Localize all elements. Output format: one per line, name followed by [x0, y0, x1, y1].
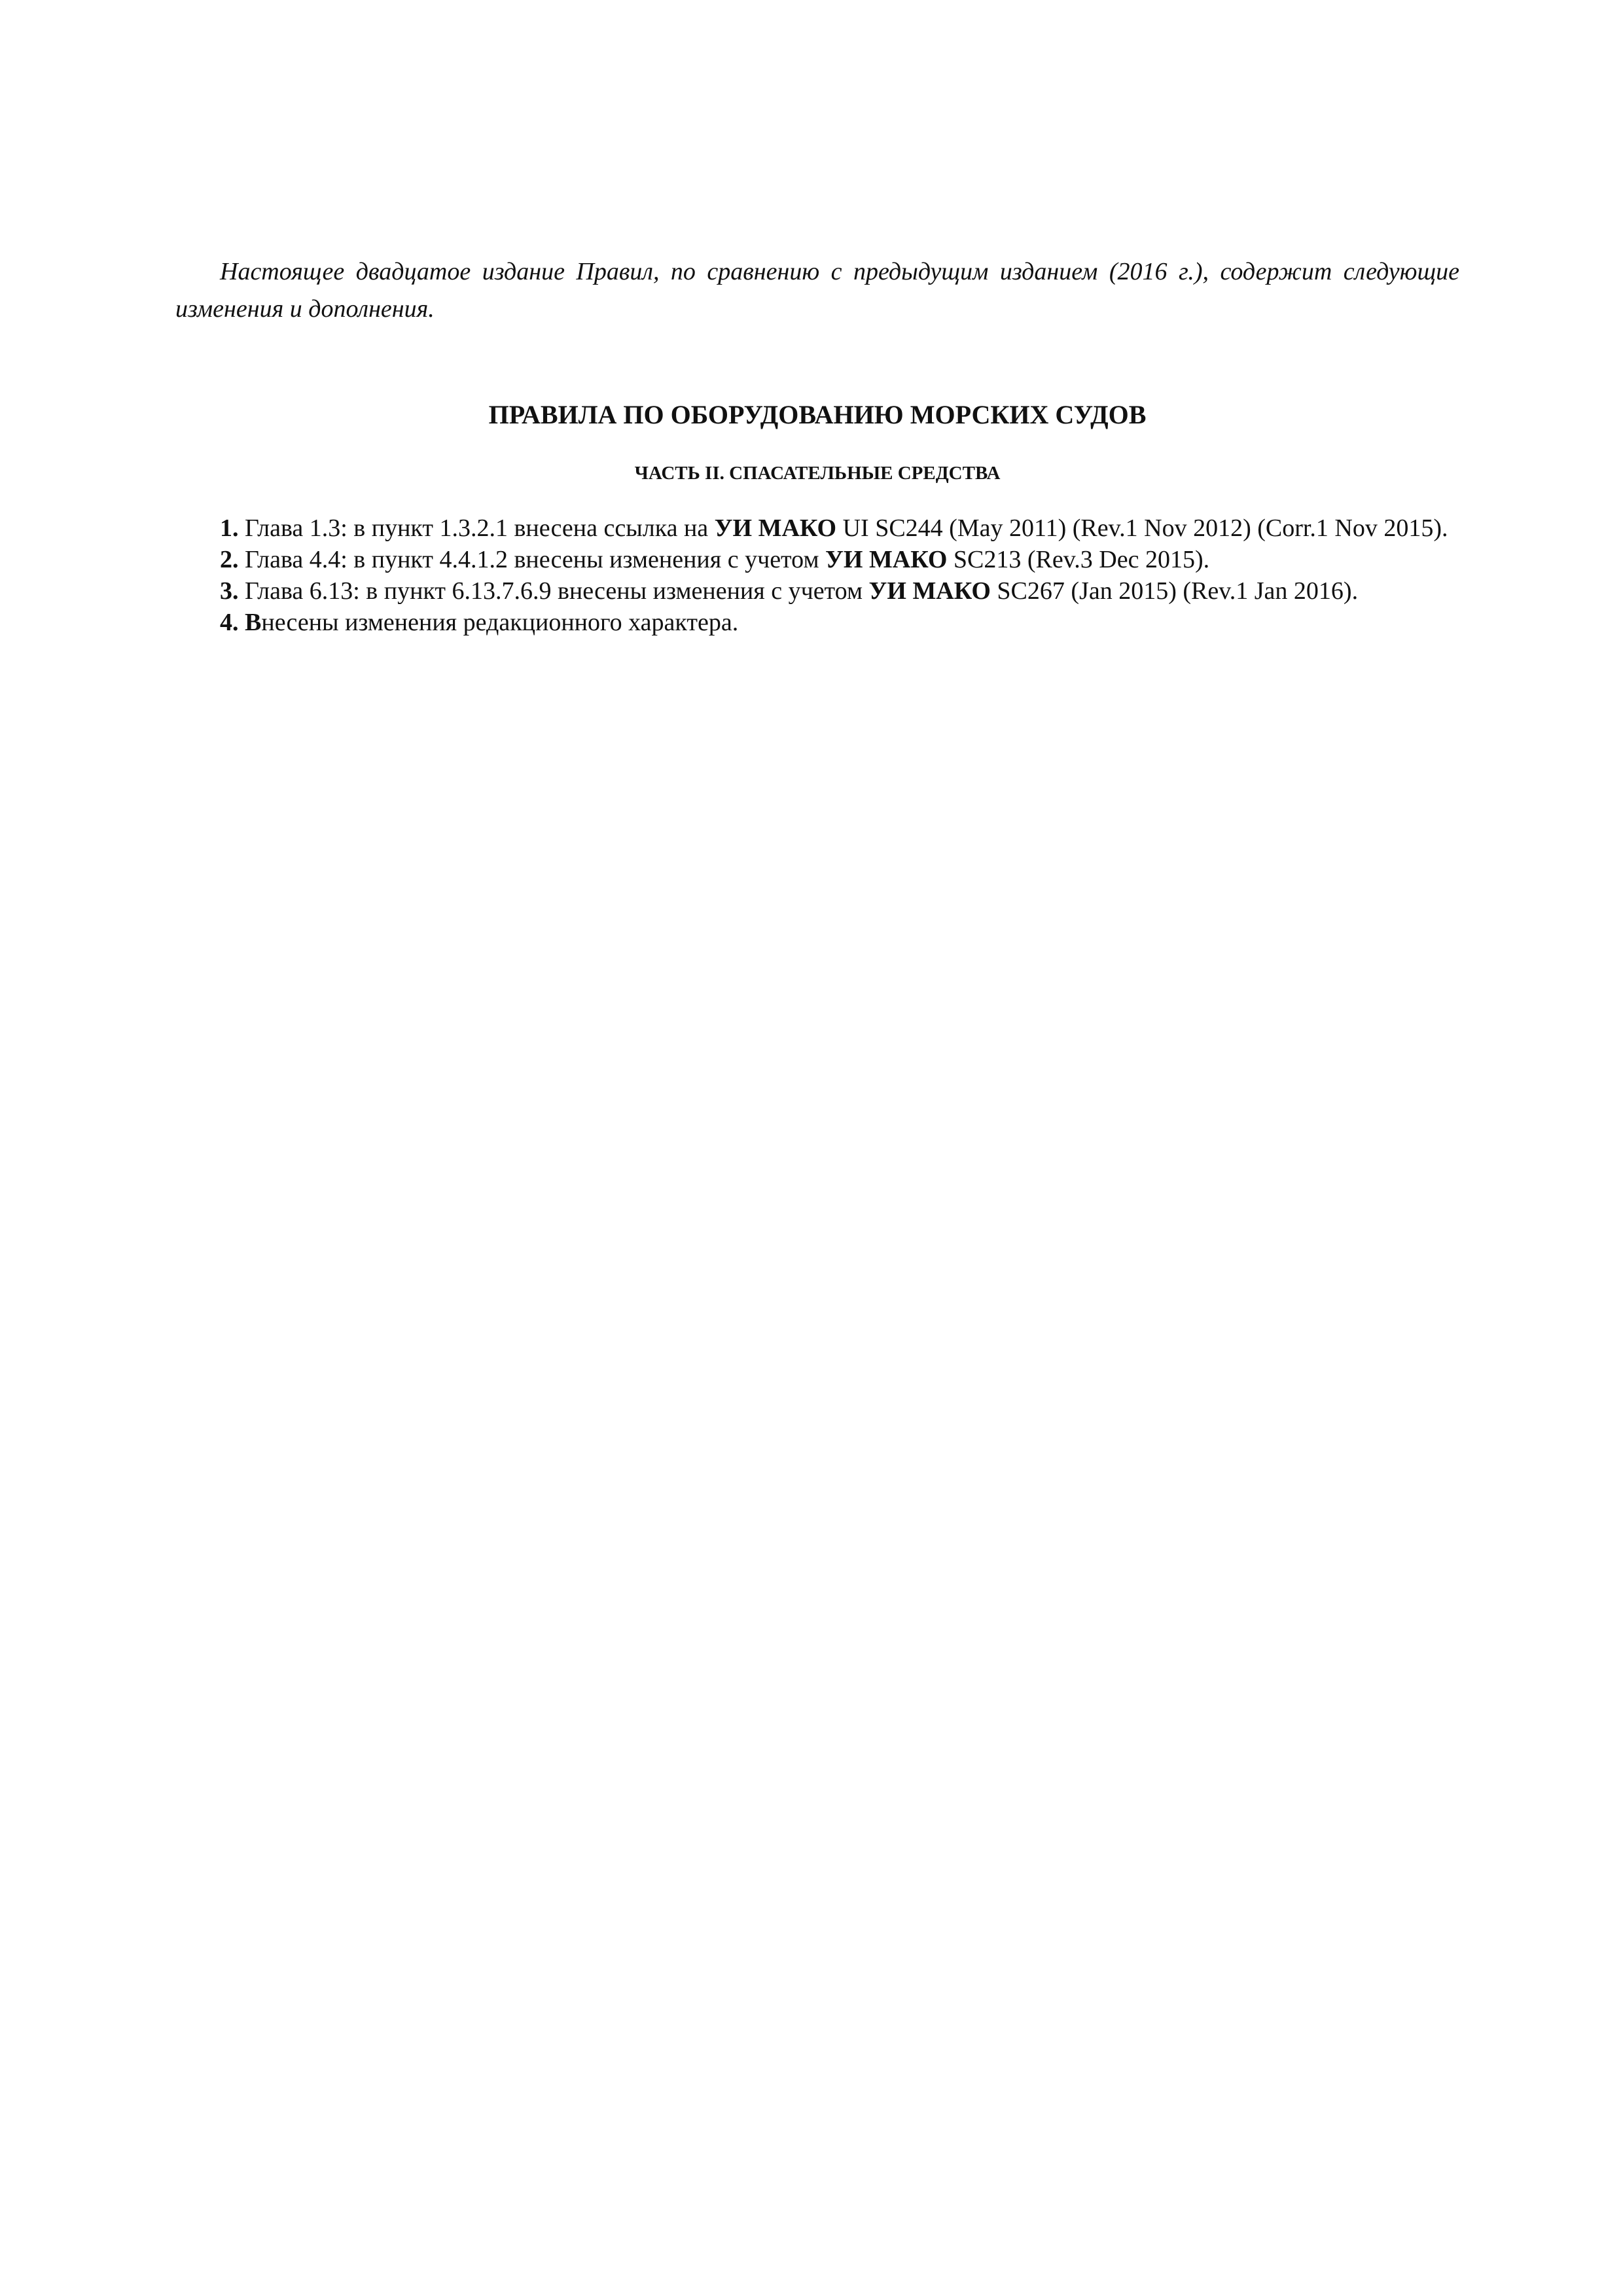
list-item	[175, 607, 1459, 638]
item-number: 1.	[220, 514, 239, 542]
item-text: Глава 4.4: в пункт 4.4.1.2 внесены изменения с учетом	[238, 546, 825, 573]
list-item	[175, 575, 1459, 607]
item-text: UI SC244 (May 2011) (Rev.1 Nov 2012) (Corr.1 Nov 2015).	[836, 514, 1448, 542]
item-bold-text: УИ МАКО	[868, 577, 991, 605]
item-number: 2.	[220, 546, 239, 573]
item-number: 4.	[220, 609, 239, 636]
item-number: 3.	[220, 577, 239, 605]
item-text: несены изменения редакционного характера.	[261, 609, 739, 636]
item-text: SC213 (Rev.3 Dec 2015).	[947, 546, 1210, 573]
intro-paragraph: Настоящее двадцатое издание Правил, по сравнению с предыдущим изданием (2016 г.), содержит следующие изменения и дополнения.	[175, 258, 1459, 323]
item-text	[239, 609, 245, 636]
item-text: Глава 6.13: в пункт 6.13.7.6.9 внесены изменения с учетом	[238, 577, 869, 605]
item-text: Глава 1.3: в пункт 1.3.2.1 внесена ссылка на	[238, 514, 715, 542]
part-title: ЧАСТЬ II. СПАСАТЕЛЬНЫЕ СРЕДСТВА	[634, 463, 1001, 484]
list-item	[175, 544, 1459, 575]
item-bold-text: В	[245, 609, 262, 636]
item-bold-text: УИ МАКО	[714, 514, 837, 542]
item-bold-text: УИ МАКО	[825, 546, 948, 573]
changes-list	[175, 512, 1459, 638]
list-item	[175, 512, 1459, 544]
rules-title: ПРАВИЛА ПО ОБОРУДОВАНИЮ МОРСКИХ СУДОВ	[488, 400, 1147, 429]
item-text: SC267 (Jan 2015) (Rev.1 Jan 2016).	[990, 577, 1359, 605]
